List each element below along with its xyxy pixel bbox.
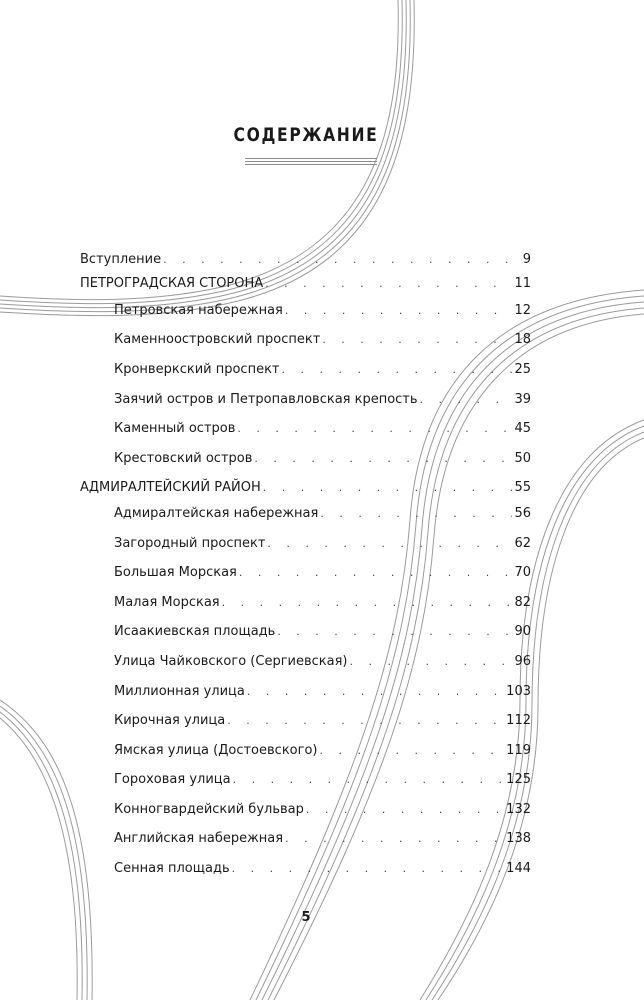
toc-entry-title: Большая Морская	[114, 565, 237, 580]
toc-entry-title: АДМИРАЛТЕЙСКИЙ РАЙОН	[80, 480, 261, 495]
toc-entry-title: Конногвардейский бульвар	[114, 802, 304, 817]
toc-entry-title: Исаакиевская площадь	[114, 624, 276, 639]
dot-leader	[265, 273, 512, 295]
toc-entry-page: 144	[506, 861, 531, 876]
toc-entry-title: Крестовский остров	[114, 451, 253, 466]
toc-entry	[114, 562, 531, 584]
toc-entry	[114, 503, 531, 525]
toc-entry-page: 11	[514, 276, 531, 291]
dot-leader	[267, 533, 512, 555]
toc-entry-page: 82	[514, 595, 531, 610]
toc-entry-page: 50	[514, 451, 531, 466]
dot-leader	[163, 249, 521, 271]
dot-leader	[247, 681, 504, 703]
dot-leader	[232, 858, 505, 880]
toc-entry	[114, 329, 531, 351]
toc-entry	[114, 621, 531, 643]
toc-entry-page: 138	[506, 831, 531, 846]
toc-entry-page: 132	[506, 802, 531, 817]
toc-entry	[80, 273, 531, 295]
toc-entry-title: Заячий остров и Петропавловская крепость	[114, 392, 418, 407]
toc-entry-title: Кирочная улица	[114, 713, 226, 728]
toc-entry	[114, 681, 531, 703]
toc-entry-page: 45	[514, 421, 531, 436]
dot-leader	[319, 740, 504, 762]
toc-entry-page: 25	[514, 362, 531, 377]
dot-leader	[306, 799, 504, 821]
toc-entry	[114, 710, 531, 732]
toc-entry-page: 90	[514, 624, 531, 639]
toc-entry-page: 56	[514, 506, 531, 521]
toc-entry-title: Малая Морская	[114, 595, 220, 610]
toc-entry	[114, 389, 531, 411]
toc-entry-title: Кронверкский проспект	[114, 362, 280, 377]
dot-leader	[420, 389, 513, 411]
toc-entry-page: 18	[514, 332, 531, 347]
toc-entry-title: Гороховая улица	[114, 772, 231, 787]
toc-entry-page: 112	[506, 713, 531, 728]
page-title: СОДЕРЖАНИЕ	[233, 124, 379, 146]
toc-entry-page: 119	[506, 743, 531, 758]
toc-entry-page: 103	[506, 684, 531, 699]
toc-entry-title: Адмиралтейская набережная	[114, 506, 319, 521]
dot-leader	[322, 329, 512, 351]
toc-entry-page: 9	[522, 252, 531, 267]
dot-leader	[320, 503, 512, 525]
dot-leader	[263, 477, 513, 499]
toc-entry	[114, 651, 531, 673]
dot-leader	[239, 562, 513, 584]
toc-entry	[114, 533, 531, 555]
dot-leader	[350, 651, 513, 673]
dot-leader	[233, 769, 505, 791]
toc-entry-title: Вступление	[80, 252, 162, 267]
toc-entry	[114, 769, 531, 791]
dot-leader	[254, 448, 512, 470]
toc-entry-title: Загородный проспект	[114, 536, 266, 551]
toc-entry-page: 125	[506, 772, 531, 787]
toc-entry-page: 96	[514, 654, 531, 669]
dot-leader	[222, 592, 513, 614]
toc-entry	[114, 828, 531, 850]
toc-entry	[114, 359, 531, 381]
toc-entry	[114, 300, 531, 322]
toc-entry-title: Сенная площадь	[114, 861, 230, 876]
toc-entry-title: Каменный остров	[114, 421, 236, 436]
dot-leader	[282, 359, 513, 381]
dot-leader	[237, 418, 512, 440]
dot-leader	[285, 828, 504, 850]
toc-entry-title: ПЕТРОГРАДСКАЯ СТОРОНА	[80, 276, 264, 291]
toc-entry-page: 62	[514, 536, 531, 551]
toc-entry-page: 39	[514, 392, 531, 407]
page-number: 5	[301, 910, 311, 925]
toc-entry-title: Улица Чайковского (Сергиевская)	[114, 654, 348, 669]
toc-entry-title: Каменноостровский проспект	[114, 332, 321, 347]
toc-entry-title: Английская набережная	[114, 831, 284, 846]
toc-entry	[114, 799, 531, 821]
toc-entry-title: Петровская набережная	[114, 303, 283, 318]
toc-entry-page: 70	[514, 565, 531, 580]
toc-entry	[80, 477, 531, 499]
dot-leader	[277, 621, 512, 643]
toc-entry	[114, 448, 531, 470]
toc-entry-page: 12	[514, 303, 531, 318]
toc-entry	[114, 740, 531, 762]
toc-entry-page: 55	[514, 480, 531, 495]
toc-entry	[114, 418, 531, 440]
toc-entry-title: Миллионная улица	[114, 684, 245, 699]
dot-leader	[227, 710, 504, 732]
toc-entry	[80, 249, 531, 271]
toc-entry-title: Ямская улица (Достоевского)	[114, 743, 318, 758]
toc-entry	[114, 592, 531, 614]
dot-leader	[285, 300, 513, 322]
title-underline	[245, 158, 377, 169]
toc-entry	[114, 858, 531, 880]
